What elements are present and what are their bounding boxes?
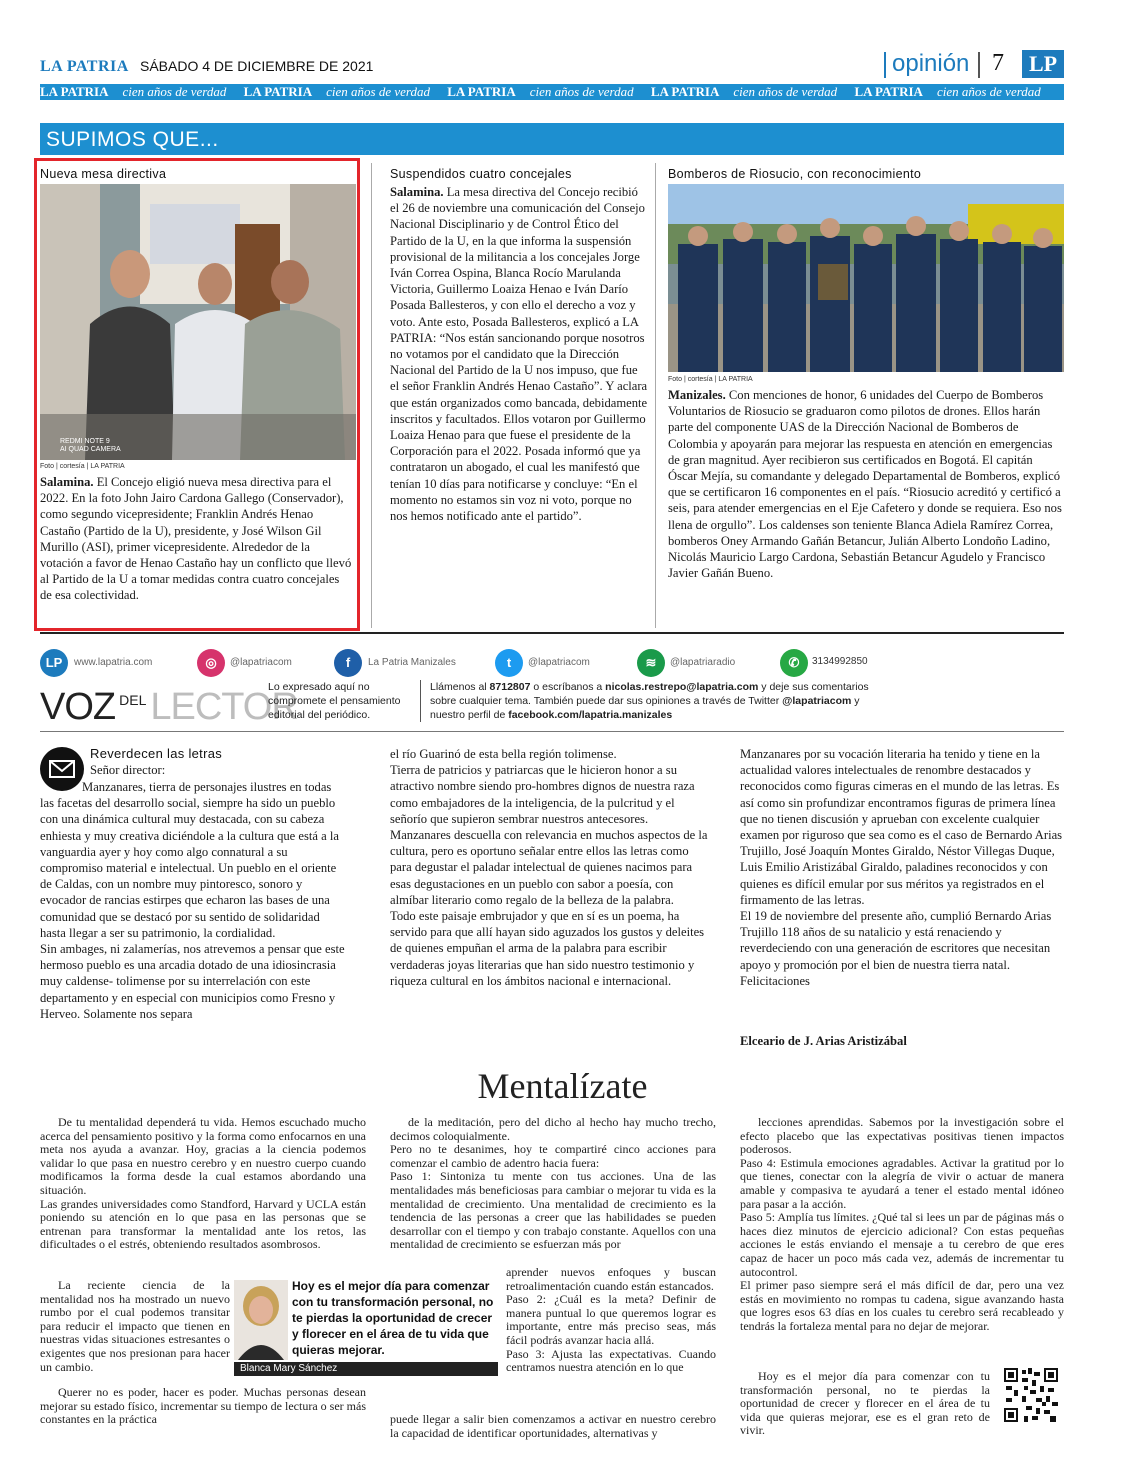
letter-signature: Elceario de J. Arias Aristizábal [740, 1034, 907, 1048]
lp-icon[interactable]: LP [40, 649, 68, 677]
article-col2-bottom: puede llegar a salir bien comenzamos a activar en nuestro cerebro la capacidad de identificar oportunidades, alternativas y [390, 1412, 716, 1440]
twitter-handle[interactable]: @lapatriacom [782, 695, 852, 707]
col3-heading: Bomberos de Riosucio, con reconocimiento [668, 167, 922, 181]
twitter-link[interactable]: @lapatriacom [528, 657, 590, 668]
facebook-link[interactable]: La Patria Manizales [368, 657, 456, 668]
spotify-link[interactable]: @lapatriaradio [670, 657, 736, 668]
strip-slogan: cien años de verdad [326, 84, 430, 99]
brand-strip [40, 84, 1064, 100]
strip-slogan: cien años de verdad [122, 84, 227, 99]
col3-text: Con menciones de honor, 6 unidades del Cuerpo de Bomberos Voluntarios de Riosucio se graduaron como pilotos de drones. Ellos harán parte del componente UAS de la Dirección Nacional de Bomberos de Colombia y apoyarán para mejorar las respuesta en atención en emergencias de gran magnitud. Ayer recibieron sus certificados en Bogotá. El capitán Óscar Mejía, su comandante y delegado Departamental de Bomberos, explicó que se certificaron 16 componentes en el país. “Riosucio acreditó y certificó a seis, para atender emergencias en el Eje Cafetero y donde se requiera. Eso nos llena de orgullo”. Los caldenses son teniente Blanca Adiela Ramírez Correa, bomberos Oney Armando Gañán Betancur, Julián Alberto Londoño Ladino, Nicolás Mauricio Largo Cardona, Sebastián Betancur Agudelo y Francisco Javier Gañán Bueno. [668, 388, 1062, 581]
spotify-icon[interactable]: ≋ [637, 649, 665, 677]
photo-credit: Foto | cortesía | LA PATRIA [668, 376, 753, 383]
website-link[interactable]: www.lapatria.com [74, 657, 153, 668]
whatsapp-number[interactable]: 3134992850 [812, 656, 868, 667]
strip-brand: LA PATRIA [243, 84, 313, 99]
highlight-box [34, 158, 360, 631]
instagram-link[interactable]: @lapatriacom [230, 657, 292, 668]
pull-quote: Hoy es el mejor día para comenzar con tu transformación personal, no te pierdas la oportunidad de crecer y florecer en el área de tu vida que quieras mejorar. [292, 1279, 494, 1357]
disclaimer: Lo expresado aquí no compromete el pensamiento editorial del periódico. [268, 681, 401, 721]
article-col1-mid: La reciente ciencia de la mentalidad nos ha mostrado un nuevo rumbo por el cual podemos transitar para reducir el impacto que tienen en nuestras vidas situaciones estresantes o exigentes que nos presionan para hacer un cambio. [40, 1278, 230, 1374]
firefighters-photo [668, 184, 1064, 372]
whatsapp-icon[interactable]: ✆ [780, 649, 808, 677]
strip-slogan: cien años de verdad [733, 84, 838, 99]
author-name: Blanca Mary Sánchez [240, 1363, 338, 1374]
twitter-icon[interactable]: t [495, 649, 523, 677]
letter-col3: Manzanares por su vocación literaria ha tenido y tiene en la actualidad valores intelectuales de renombre destacados y reconocidos como figuras cimeras en el mundo de las letras. Es así como sin profundizar encontramos figuras de primera línea que no tienen discusión y aprueban con excelente cualquier examen por riguroso que sea como es el caso de Bernardo Arias Trujillo, José Joaquín Montes Giraldo, Néstor Villegas Duque, Luis Emilio Aristizábal Giraldo, paladines reconocidos y con quienes es difícil emular por sus méritos ya registrados en el firmamento de las letras. El 19 de noviembre del presente año, cumplió Bernardo Arias Trujillo 118 años de su natalicio y está renaciendo y reverdeciendo con una generación de escritores que necesitan apoyo y promoción por el bien de nuestra tierra natal. Felicitaciones [740, 747, 1063, 988]
salutation: Señor director: [90, 763, 166, 777]
supimos-title: SUPIMOS QUE... [46, 128, 219, 151]
dateline: Salamina. [40, 475, 94, 489]
email-link[interactable]: nicolas.restrepo@lapatria.com [605, 681, 759, 693]
col2-body [390, 184, 648, 524]
article-col3-bottom: Hoy es el mejor día para comenzar con tu transformación personal, no te pierdas la oportunidad de crecer y florecer en el área de tu vida que quieras mejorar, ese es el gran reto de vivir. [740, 1369, 990, 1438]
letter-col2: el río Guarinó de esta bella región tolimense. Tierra de patricios y patriarcas que le hicieron honor a su atractivo nombre siendo pro-hombres dignos de nuestra raza como embajadores de la inteligencia, de la pulcritud y el señorío que supieron sembrar nuestros antecesores. Manzanares descuella con relevancia en muchos aspectos de la cultura, pero es oportuno señalar entre ellos las letras como para degustar el paladar intelectual de quienes nacimos para esas degustaciones en un pueblo con sabor a poesía, con almíbar literario como regalo de la belleza de la palabra. Todo este paisaje embrujador y que en sí es un poema, ha servido para que allí hayan sido aguzados los gustos y deleites de quienes empuñan el arma de la palabra para escribir verdaderas joyas literarias que han sido nuestro testimonio y riqueza cultural en los ámbitos nacional e internacional. [390, 747, 708, 988]
column-rule [371, 163, 372, 628]
strip-brand: LA PATRIA [447, 84, 516, 99]
masthead: LA PATRIA [40, 58, 129, 75]
phone-number[interactable]: 8712807 [489, 681, 531, 693]
col2-text: La mesa directiva del Concejo recibió el 26 de noviembre una comunicación del Consejo Nacional Disciplinario y de Control Ético del Partido de la U, en la que informa la suspensión provisional de la militancia a los concejales Jorge Iván Correa Ospina, Blanca Rocío Marulanda Victoria, Guillermo Loaiza Henao e Iván Darío Posada Ballesteros, y con ello el derecho a voz y voto. Ante esto, Posada Ballesteros, explicó a LA PATRIA: “Nos están sancionando porque nosotros no votamos por el candidato que la Dirección Nacional del Partido de la U nos impuso, que fue el señor Franklin Andrés Henao Castaño”. Y aclara que están organizados como bancada, debidamente inscritos y facultados. Ellos votaron por Guillermo Loaiza Henao para que fuese el presidente de la Corporación para el 2022. Posada informó que ya contrataron un abogado, el cual les manifestó que tenían 10 días para notificarse y concluye: “En el momento no estamos sin voz ni voto, porque no nos hemos notificado ante el partido”. [390, 185, 648, 524]
contact-info: Llámenos al 8712807 o escríbanos a nicolas.restrepo@lapatria.com y deje sus comentarios sobre cualquier tema. También puede dar sus opiniones a través de Twitter @lapatriacom y nuestro perfil de facebook.com/lapatria.manizales [430, 681, 869, 721]
col3-body [668, 387, 1064, 581]
strip-brand: LA PATRIA [650, 84, 720, 99]
section-label: opinión [892, 50, 970, 77]
article-col2-mid: aprender nuevos enfoques y buscan retroalimentación cuando están estancados. Paso 2: ¿Cuál es la meta? Definir de manera puntual lo que queremos lograr es importante, entre más preciso seas, más fácil podrás avanzar hacia allá. Paso 3: Ajusta las expectativas. Cuando centramos nuestra atención en lo que [506, 1265, 716, 1375]
section-rule [40, 731, 1064, 732]
article-title: Mentalízate [477, 1066, 648, 1106]
section-rule [40, 632, 1064, 634]
facebook-icon[interactable]: f [334, 649, 362, 677]
col1-heading: Nueva mesa directiva [40, 167, 167, 181]
letter-col1: Manzanares, tierra de personajes ilustres en todas las facetas del desarrollo social, siempre ha sido un pueblo con una dinámica cultural muy destacada, con su cabeza enhiesta y muy creativa diciéndole a la cultura que está a la vanguardia ayer y hoy como algo connatural a su compromiso material e intelectual. Un pueblo en el oriente de Caldas, con un nombre muy pintoresco, sonoro y evocador de rancias estirpes que echaron las bases de una comunidad que se destacó por su sentido de solidaridad hasta llegar a ser su patrimonio, la cordialidad. Sin ambages, ni zalamerías, nos atrevemos a pensar que este hermoso pueblo es una arcadia dotado de una idiosincrasia muy caldense- tolimense por su interrelación con este departamento y en especial con municipios como Fresno y Herveo. Solamente nos separa [40, 780, 345, 1021]
author-photo [234, 1280, 288, 1360]
dateline: Manizales. [668, 388, 726, 402]
section-divider [978, 52, 980, 78]
section-divider [884, 52, 886, 78]
strip-slogan: cien años de verdad [529, 84, 634, 99]
strip-slogan: cien años de verdad [936, 84, 1041, 99]
column-rule [420, 680, 421, 722]
photo-overlay: REDMI NOTE 9 AI QUAD CAMERA [60, 438, 121, 453]
lp-logo: LP [1022, 50, 1064, 78]
col2-heading: Suspendidos cuatro concejales [390, 167, 572, 181]
issue-date: SÁBADO 4 DE DICIEMBRE DE 2021 [140, 58, 374, 74]
dateline: Salamina. [390, 185, 444, 199]
photo-credit: Foto | cortesía | LA PATRIA [40, 463, 125, 470]
voz-word: VOZ [40, 686, 116, 728]
col1-text: El Concejo eligió nueva mesa directiva para el 2022. En la foto John Jairo Cardona Gallego (Conservador), como segundo vicepresidente; Franklin Andrés Henao Castaño (Partido de la U), presidente, y José Wilson Gil Murillo (ASI), primer vicepresidente. Alrededor de la votación a favor de Henao Castaño hay un conflicto que llevó al Partido de la U a tomar medidas contra cuatro concejales de esa colectividad. [40, 475, 352, 603]
article-col2-top: de la meditación, pero del dicho al hecho hay mucho trecho, decimos coloquialmente. Pero no te desanimes, hoy te compartiré cinco acciones para comenzar el cambio de adentro hacia fuera: Paso 1: Sintoniza tu mente con tus acciones. Una de las mentalidades más beneficiosas para cambiar o mejorar tu vida es la mentalidad de crecimiento. Una mentalidad de crecimiento es la tendencia de las personas a creer que las habilidades se pueden desarrollar con el tiempo y con trabajo constante. Aquellos con una mentalidad de crecimiento se esfuerzan más por [390, 1115, 716, 1252]
del-word: DEL [119, 692, 147, 708]
letter-title: Reverdecen las letras [90, 746, 223, 761]
lector-word: LECTOR [150, 686, 298, 728]
strip-brand: LA PATRIA [40, 84, 109, 99]
qr-code-icon[interactable] [1002, 1366, 1060, 1424]
voz-del-lector-title [40, 686, 298, 729]
article-col1-bottom: Querer no es poder, hacer es poder. Muchas personas desean mejorar su estado físico, incrementar su tiempo de lectura o ser más constantes en la práctica [40, 1385, 366, 1427]
column-rule [655, 163, 656, 628]
page-number: 7 [992, 50, 1004, 76]
facebook-profile[interactable]: facebook.com/lapatria.manizales [508, 709, 673, 721]
strip-brand: LA PATRIA [854, 84, 923, 99]
instagram-icon[interactable]: ◎ [197, 649, 225, 677]
article-col3-top: lecciones aprendidas. Sabemos por la investigación sobre el efecto placebo que las expectativas positivas tienen impactos poderosos. Paso 4: Estimula emociones agradables. Activar la gratitud por lo que tienes, conectar con la alegría de vivir o actuar de manera amable y compasiva te ayudará a tener el estado mental idóneo para pasar a la acción. Paso 5: Amplía tus límites. ¿Qué tal si lees un par de páginas más o haces diez minutos de ejercicio adicional? Con estas pequeñas acciones le estás enviando el mensaje a tu cerebro de que eres capaz de hacer un poco más cada vez, además de incrementar tu autocontrol. El primer paso siempre será el más difícil de dar, pero una vez estás en movimiento no rompas tu cadena, sigue avanzando hasta que logres esos 63 días en los cuales tu cerebro será recableado y tendrás la fortaleza mental para no dejar de mejorar. [740, 1115, 1064, 1333]
article-col1-top: De tu mentalidad dependerá tu vida. Hemos escuchado mucho acerca del pensamiento positivo y la forma como enfocarnos en una meta nos ayuda a avanzar. Hoy, gracias a la ciencia podemos validar lo que pasa en nuestro cerebro y en nuestro cuerpo cuando modificamos la forma desde la cual estamos abordando una situación. Las grandes universidades como Standford, Harvard y UCLA están poniendo su atención en lo que pasa en las personas que se entrenan para transformar la mentalidad ante los retos, las dificultades o el estrés, obteniendo resultados asombrosos. [40, 1115, 366, 1252]
